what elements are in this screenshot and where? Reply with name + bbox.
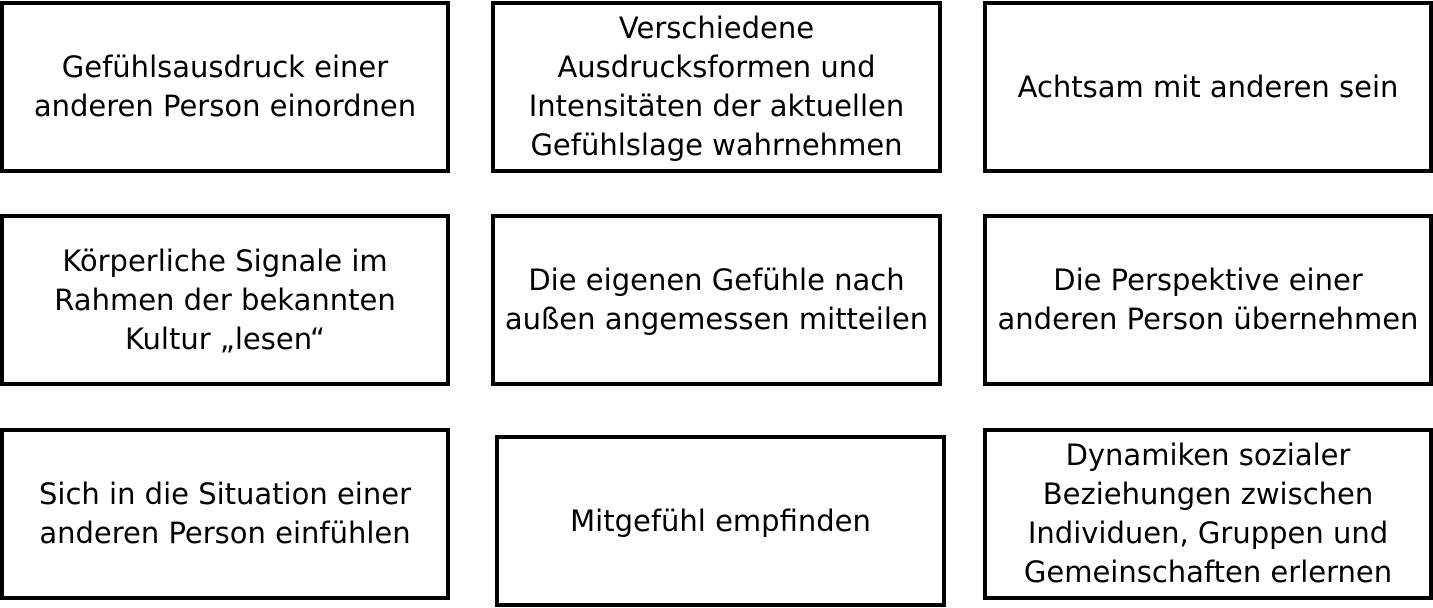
card-dynamiken-erlernen [983, 428, 1433, 600]
card-perspektive-uebernehmen [983, 214, 1433, 386]
card-label: Mitgefühl empfinden [570, 503, 871, 538]
card-ausdrucksformen-wahrnehmen [491, 1, 942, 173]
card-label: Dynamiken sozialer Beziehungen zwischen Individuen, Gruppen und Gemeinschaften erlernen [1023, 438, 1393, 589]
card-mitgefuehl-empfinden [495, 435, 946, 607]
card-koerperliche-signale-lesen [0, 214, 450, 386]
card-label: Sich in die Situation einer anderen Person einfühlen [39, 477, 411, 550]
card-label: Achtsam mit anderen sein [1017, 69, 1399, 104]
card-label: Körperliche Signale im Rahmen der bekannten Kultur „lesen“ [54, 243, 396, 356]
card-gefuehlsausdruck-einordnen [0, 1, 450, 173]
card-achtsam-sein [983, 1, 1433, 173]
card-label: Die Perspektive einer anderen Person übernehmen [997, 263, 1419, 336]
card-label: Die eigenen Gefühle nach außen angemessen mitteilen [504, 263, 929, 336]
card-gefuehle-mitteilen [491, 214, 942, 386]
card-label: Gefühlsausdruck einer anderen Person einordnen [33, 50, 417, 123]
card-situation-einfuehlen [0, 428, 450, 600]
card-label: Verschiedene Ausdrucksformen und Intensitäten der aktuellen Gefühlslage wahrnehmen [528, 11, 905, 162]
